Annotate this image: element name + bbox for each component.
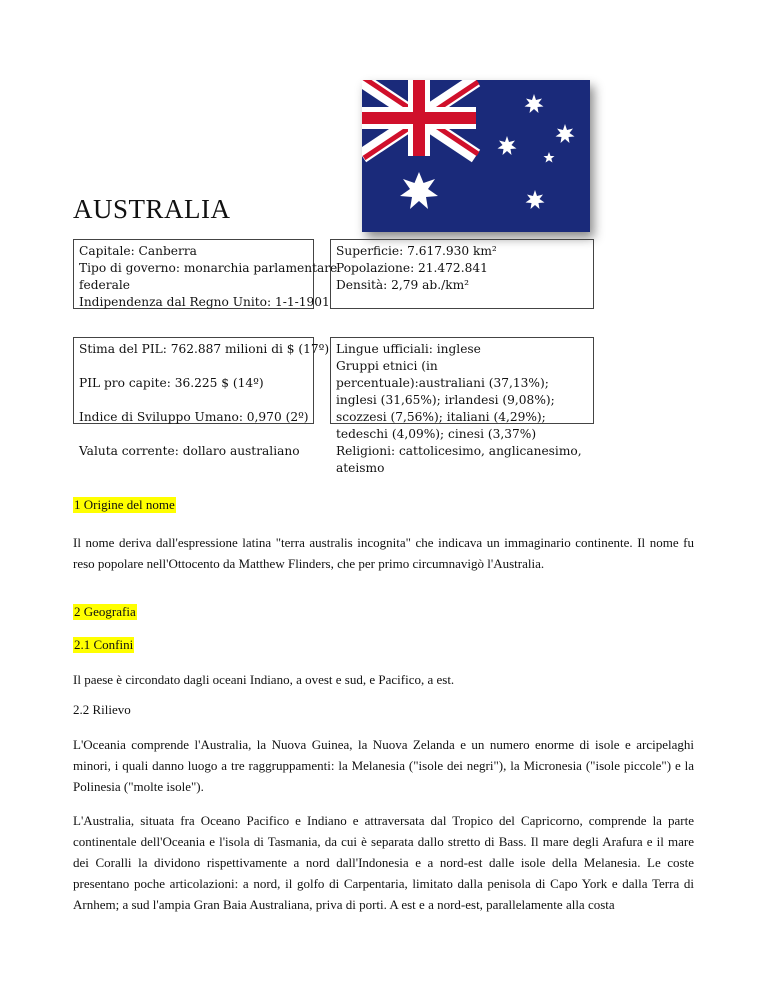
area-line: Superficie: 7.617.930 km² bbox=[336, 244, 497, 258]
section-heading-geography: 2 Geografia bbox=[74, 604, 136, 619]
page-title: AUSTRALIA bbox=[73, 194, 231, 224]
currency-line: Valuta corrente: dollaro australiano bbox=[79, 444, 300, 458]
section-heading-origin: 1 Origine del nome bbox=[74, 497, 175, 512]
independence-line: Indipendenza dal Regno Unito: 1-1-1901 bbox=[79, 295, 330, 309]
info-box-government bbox=[73, 239, 338, 309]
government-line-cont: federale bbox=[79, 278, 130, 292]
hdi-line: Indice di Sviluppo Umano: 0,970 (2º) bbox=[79, 410, 309, 424]
australia-flag-image bbox=[362, 80, 590, 232]
info-box-culture bbox=[330, 337, 594, 475]
paragraph-relief-oceania: L'Oceania comprende l'Australia, la Nuova Guinea, la Nuova Zelanda e un numero enorme di isole e arcipelaghi minori, i quali danno luogo a tre raggruppamenti: la Melanesia ("isole dei negri"), la Micronesia ("isole piccole") e la Polinesia ("molte isole"). bbox=[73, 737, 694, 794]
ethnic-groups-line: Gruppi etnici (in percentuale):australiani (37,13%); inglesi (31,65%); irlandesi (9,08%); scozzesi (7,56%); italiani (4,29%); tedeschi (4,09%); cinesi (3,37%) bbox=[336, 359, 555, 441]
population-line: Popolazione: 21.472.841 bbox=[336, 261, 488, 275]
section-heading-relief: 2.2 Rilievo bbox=[73, 702, 131, 717]
government-line: Tipo di governo: monarchia parlamentare bbox=[79, 261, 338, 275]
religions-line: Religioni: cattolicesimo, anglicanesimo, ateismo bbox=[336, 444, 582, 475]
languages-line: Lingue ufficiali: inglese bbox=[336, 342, 481, 356]
paragraph-relief-australia: L'Australia, situata fra Oceano Pacifico e Indiano e attraversata dal Tropico del Capricorno, comprende la parte continentale dell'Oceania e l'isola di Tasmania, da cui è separata dallo stretto di Bass. Il mare degli Arafura e il mare dei Coralli la dividono rispettivamente a nord dall'Indonesia e a nord-est dalle isole della Melanesia. Le coste presentano poche articolazioni: a nord, il golfo di Carpentaria, limitato dalla penisola di Capo York e dalla Terra di Arnhem; a sud l'ampia Gran Baia Australiana, priva di porti. A est e a nord-est, parallelamente alla costa bbox=[73, 813, 694, 912]
paragraph-borders: Il paese è circondato dagli oceani Indiano, a ovest e sud, e Pacifico, a est. bbox=[73, 672, 455, 687]
capital-line: Capitale: Canberra bbox=[79, 244, 197, 258]
paragraph-origin: Il nome deriva dall'espressione latina "terra australis incognita" che indicava un immaginario continente. Il nome fu reso popolare nell'Ottocento da Matthew Flinders, che per primo circumnavigò l'Australia. bbox=[73, 535, 694, 571]
gdp-per-capita-line: PIL pro capite: 36.225 $ (14º) bbox=[79, 376, 264, 390]
gdp-line: Stima del PIL: 762.887 milioni di $ (17º) bbox=[79, 342, 330, 356]
density-line: Densità: 2,79 ab./km² bbox=[336, 278, 470, 292]
info-box-economy bbox=[73, 337, 330, 458]
info-box-demographics bbox=[330, 239, 594, 309]
section-heading-borders: 2.1 Confini bbox=[74, 637, 134, 652]
